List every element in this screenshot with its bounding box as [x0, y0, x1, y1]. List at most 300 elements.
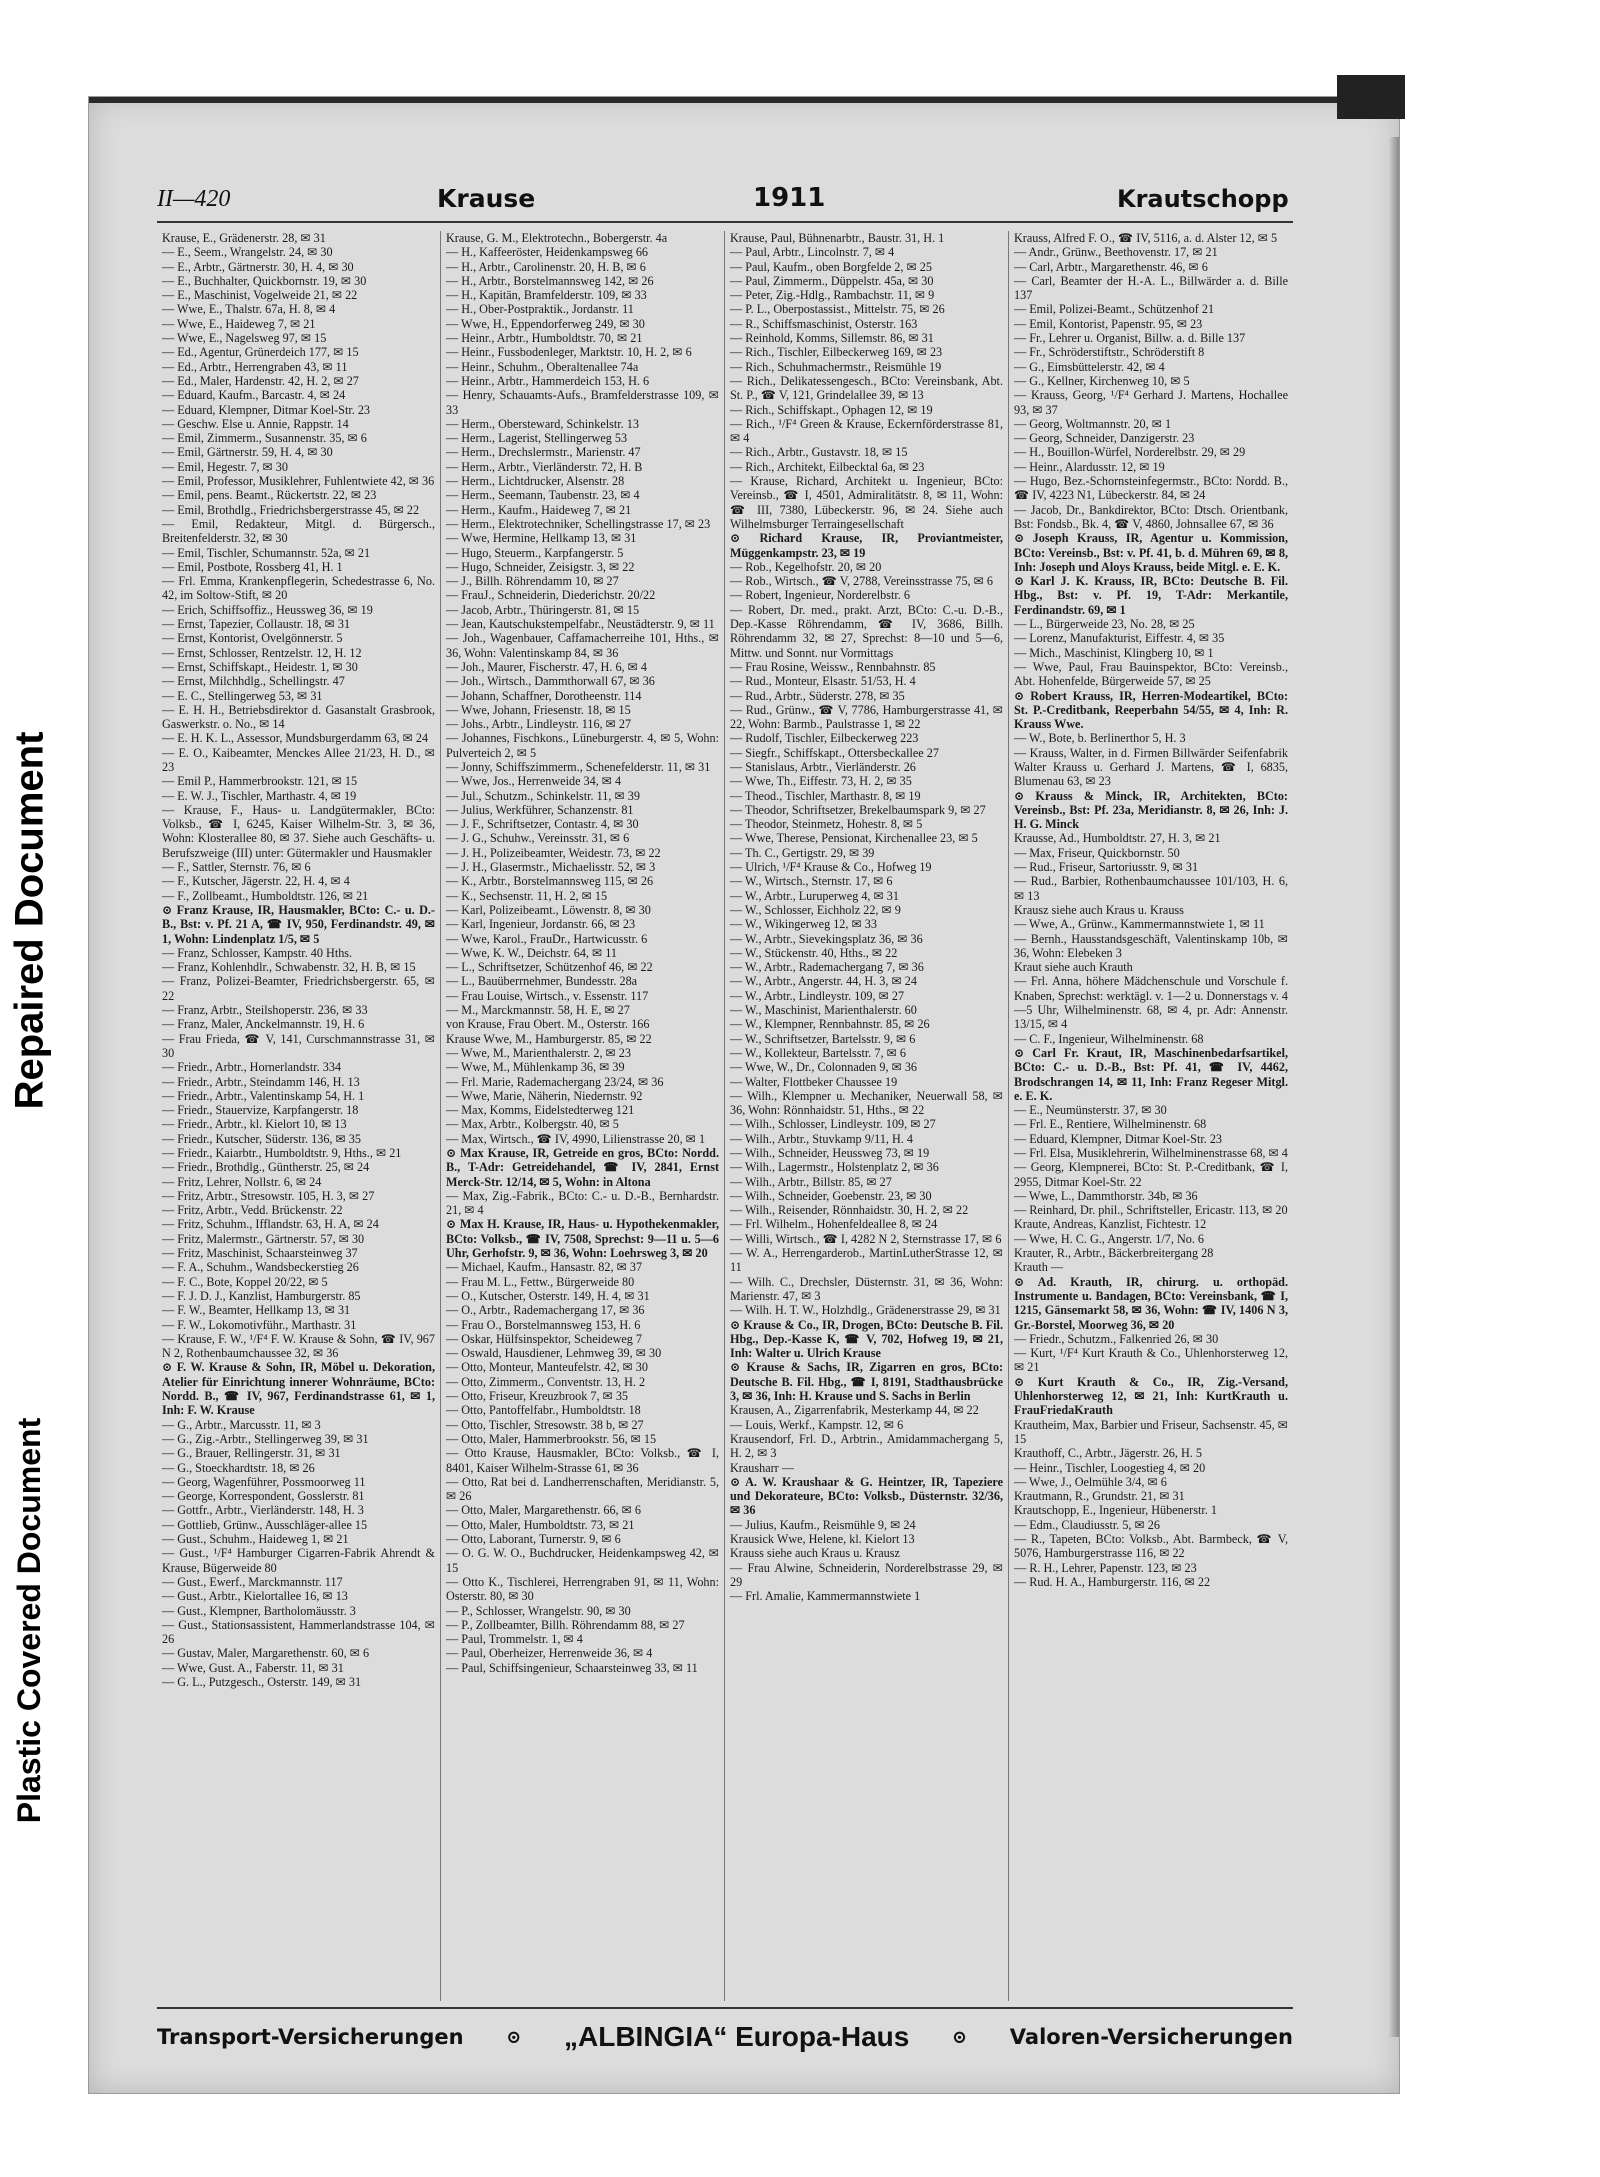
- directory-entry: Krause Wwe, M., Hamburgerstr. 85, ✉ 22: [446, 1031, 652, 1046]
- directory-entry: — Theodor, Schriftsetzer, Brekelbaumspark 9, ✉ 27: [730, 802, 986, 817]
- directory-entry: Krautmann, R., Grundstr. 21, ✉ 31: [1014, 1489, 1185, 1504]
- directory-entry: — Emil, pens. Beamt., Rückertstr. 22, ✉ 23: [162, 488, 377, 503]
- directory-entry: — Ernst, Schlosser, Rentzelstr. 12, H. 12: [162, 645, 362, 660]
- directory-entry: — Franz, Schlosser, Kampstr. 40 Hths.: [162, 945, 353, 960]
- directory-entry: — W., Stückenstr. 40, Hths., ✉ 22: [730, 945, 898, 960]
- directory-entry: — L., Bürgerweide 23, No. 28, ✉ 25: [1014, 617, 1195, 632]
- directory-entry: ⊙ F. W. Krause & Sohn, IR, Möbel u. Dekoration, Atelier für Einrichtung innerer Wohnräume, BCto: Nordd. B., ☎ IV, 967, Ferdinandstrasse 61, ✉ 1, Inh: F. W. Krause: [162, 1360, 435, 1418]
- directory-entry: — Frau Louise, Wirtsch., v. Essenstr. 117: [446, 988, 649, 1003]
- directory-entry: Krauter, R., Arbtr., Bäckerbreitergang 28: [1014, 1246, 1214, 1261]
- directory-entry: Krause, Paul, Bühnenarbtr., Baustr. 31, H. 1: [730, 231, 945, 245]
- directory-entry: — Ernst, Kontorist, Ovelgönnerstr. 5: [162, 631, 343, 646]
- directory-entry: — Hugo, Bez.-Schornsteinfegermstr., BCto: Nordd. B., ☎ IV, 4223 N1, Lübeckerstr. 84, ✉ 24: [1014, 474, 1288, 503]
- directory-entry: ⊙ Carl Fr. Kraut, IR, Maschinenbedarfsartikel, BCto: C.- u. D.-B., Bst: Pf. 41, ☎ IV, 4462, Brodschrangen 14, ✉ 11, Inh: Franz Regeser Mitgl. e. E. K.: [1014, 1045, 1288, 1103]
- directory-entry: ⊙ Krause & Sachs, IR, Zigarren en gros, BCto: Deutsche B. Fil. Hbg., ☎ I, 8191, Stadthausbrücke 3, ✉ 36, Inh: H. Krause und S. Sachs in Berlin: [730, 1360, 1003, 1404]
- directory-entry: — Otto K., Tischlerei, Herrengraben 91, ✉ 11, Wohn: Osterstr. 80, ✉ 30: [446, 1574, 719, 1604]
- directory-entry: — Emil, Professor, Musiklehrer, Fuhlentwiete 42, ✉ 36: [162, 474, 435, 489]
- header-year: 1911: [753, 183, 826, 213]
- directory-entry: — Jul., Schutzm., Schinkelstr. 11, ✉ 39: [446, 788, 640, 803]
- directory-entry: — Herm., Arbtr., Vierländerstr. 72, H. B: [446, 459, 643, 474]
- directory-entry: — Rich., Tischler, Eilbeckerweg 169, ✉ 23: [730, 345, 943, 360]
- footer-rule: [157, 2007, 1293, 2009]
- directory-entry: — Jean, Kautschukstempelfabr., Neustädterstr. 9, ✉ 11: [446, 617, 715, 632]
- directory-entry: — G. L., Putzgesch., Osterstr. 149, ✉ 31: [162, 1674, 362, 1689]
- directory-entry: — Max, Komms, Eidelstedterweg 121: [446, 1103, 635, 1118]
- directory-entry: — Emil, Redakteur, Mitgl. d. Bürgersch., Breitenfelderstr. 32, ✉ 30: [162, 516, 435, 546]
- directory-entry: — Otto, Friseur, Kreuzbrook 7, ✉ 35: [446, 1389, 629, 1404]
- footer-center-text: „ALBINGIA“ Europa-Haus: [564, 2021, 910, 2052]
- directory-entry: — Heinr., Fussbodenleger, Marktstr. 10, H. 2, ✉ 6: [446, 345, 692, 360]
- directory-entry: — Wilh., Schneider, Goebenstr. 23, ✉ 30: [730, 1188, 932, 1203]
- directory-entry: — G., Arbtr., Marcusstr. 11, ✉ 3: [162, 1417, 321, 1432]
- directory-entry: — W., Bote, b. Berlinerthor 5, H. 3: [1014, 731, 1186, 746]
- directory-entry: — Ernst, Milchhdlg., Schellingstr. 47: [162, 674, 345, 689]
- directory-entry: — E. H. H., Betriebsdirektor d. Gasanstalt Grasbrook, Gaswerkstr. o. No., ✉ 14: [162, 702, 435, 732]
- directory-entry: — F., Zollbeamt., Humboldtstr. 126, ✉ 21: [162, 888, 369, 903]
- directory-entry: — Andr., Grünw., Beethovenstr. 17, ✉ 21: [1014, 245, 1218, 260]
- directory-entry: — F. W., Beamter, Hellkamp 13, ✉ 31: [162, 1303, 351, 1318]
- directory-entry: — Gust., ¹/F⁴ Hamburger Cigarren-Fabrik Ahrendt & Krause, Bügerweide 80: [162, 1546, 435, 1575]
- directory-entry: — Johann, Schaffner, Dorotheenstr. 114: [446, 688, 642, 703]
- directory-entry: — Frl. Anna, höhere Mädchenschule und Vorschule f. Knaben, Sprechst: werktägl. v. 1—2 u. Donnerstags v. 4—5 Uhr, Wilhelminenstr. 68, ✉ 4, pr. Adr: Annenstr. 13/15, ✉ 4: [1014, 974, 1288, 1032]
- directory-entry: — Krause, F., Haus- u. Landgütermakler, BCto: Volksb., ☎ I, 6245, Kaiser Wilhelm-Str. 3, ✉ 36, Wohn: Klosterallee 80, ✉ 37. Siehe auch Geschäfts- u. Berufszweige (III) unter: Gütermakler und Hausmakler: [162, 802, 435, 860]
- directory-entry: — Rob., Kegelhofstr. 20, ✉ 20: [730, 559, 882, 574]
- directory-entry: — Wwe, M., Marienthalerstr. 2, ✉ 23: [446, 1045, 631, 1060]
- directory-entry: — Rudolf, Tischler, Eilbeckerweg 223: [730, 731, 919, 746]
- directory-entry: — O., Kutscher, Osterstr. 149, H. 4, ✉ 31: [446, 1288, 650, 1303]
- directory-entry: — Joh., Wirtsch., Dammthorwall 67, ✉ 36: [446, 674, 655, 689]
- directory-entry: — Friedr., Arbtr., Steindamm 146, H. 13: [162, 1074, 360, 1089]
- directory-entry: — Krause, F. W., ¹/F⁴ F. W. Krause & Sohn, ☎ IV, 967 N 2, Rothenbaumchaussee 32, ✉ 36: [162, 1331, 435, 1361]
- page-footer-advertisement: [157, 2017, 1293, 2057]
- directory-entry: — Eduard, Klempner, Ditmar Koel-Str. 23: [162, 402, 371, 417]
- directory-entry: — Rich., Schuhmachermstr., Reismühle 19: [730, 359, 942, 374]
- directory-entry: — Rich., Architekt, Eilbecktal 6a, ✉ 23: [730, 459, 925, 474]
- directory-entry: — Joh., Wagenbauer, Caffamacherreihe 101, Hths., ✉ 36, Wohn: Valentinskamp 84, ✉ 36: [446, 631, 719, 660]
- directory-entry: — Rud., Arbtr., Süderstr. 278, ✉ 35: [730, 688, 905, 703]
- directory-entry: — Paul, Oberheizer, Herrenweide 36, ✉ 4: [446, 1646, 653, 1661]
- directory-entry: — Paul, Zimmerm., Düppelstr. 45a, ✉ 30: [730, 273, 934, 288]
- directory-entry: — Ulrich, ¹/F⁴ Krause & Co., Hofweg 19: [730, 860, 932, 875]
- directory-entry: — K., Sechsenstr. 11, H. 2, ✉ 15: [446, 888, 608, 903]
- directory-entry: — Wwe, K. W., Deichstr. 64, ✉ 11: [446, 945, 618, 960]
- directory-entry: — Wwe, E., Thalstr. 67a, H. 8, ✉ 4: [162, 302, 336, 317]
- directory-entry: — Hugo, Steuerm., Karpfangerstr. 5: [446, 545, 624, 560]
- page-right-edge-shadow: [1389, 137, 1399, 2037]
- directory-entry: — Th. C., Gertigstr. 29, ✉ 39: [730, 845, 875, 860]
- directory-entry: — Krauss, Georg, ¹/F⁴ Gerhard J. Martens, Hochallee 93, ✉ 37: [1014, 388, 1288, 417]
- directory-entry: — Gust., Arbtr., Kielortallee 16, ✉ 13: [162, 1589, 348, 1604]
- directory-entry: — Gustav, Maler, Margarethenstr. 60, ✉ 6: [162, 1646, 370, 1661]
- directory-entry: — Frau O., Borstelmannsweg 153, H. 6: [446, 1317, 641, 1332]
- directory-entry: — Emil, Kontorist, Papenstr. 95, ✉ 23: [1014, 316, 1203, 331]
- scanned-directory-page: [88, 96, 1400, 2094]
- directory-entry: — Ernst, Tapezier, Collaustr. 18, ✉ 31: [162, 617, 351, 632]
- directory-entry: — Herm., Lichtdrucker, Alsenstr. 28: [446, 474, 625, 489]
- directory-entry: — Heinr., Arbtr., Humboldtstr. 70, ✉ 21: [446, 331, 643, 346]
- directory-entry: — Hugo, Schneider, Zeisigstr. 3, ✉ 22: [446, 559, 635, 574]
- directory-entry: — Oswald, Hausdiener, Lehmweg 39, ✉ 30: [446, 1346, 662, 1361]
- directory-entry: — Krause, Richard, Architekt u. Ingenieur, BCto: Vereinsb., ☎ I, 4501, Admiralitätstr. 8, ✉ 11, Wohn: ☎ III, 7380, Lübeckerstr. 96, ✉ 24. Siehe auch Wilhelmsburger Terraingesellschaft: [730, 474, 1003, 531]
- directory-entry: — Gust., Klempner, Bartholomäusstr. 3: [162, 1603, 356, 1618]
- directory-entry: — Walter, Flottbeker Chaussee 19: [730, 1074, 898, 1089]
- directory-entry: — Wilh., Schlosser, Lindleystr. 109, ✉ 27: [730, 1117, 936, 1132]
- directory-column-4: [1009, 231, 1293, 2001]
- directory-entry: — Franz, Arbtr., Steilshoperstr. 236, ✉ 33: [162, 1003, 368, 1018]
- directory-entry: — F. A., Schuhm., Wandsbeckerstieg 26: [162, 1260, 359, 1275]
- directory-entry: — Herm., Elektrotechniker, Schellingstrasse 17, ✉ 23: [446, 516, 711, 531]
- directory-entry: — Wwe, A., Grünw., Kammermannstwiete 1, ✉ 11: [1014, 917, 1265, 932]
- directory-entry: — Frau M. L., Fettw., Bürgerweide 80: [446, 1274, 635, 1289]
- directory-entry: — Paul, Kaufm., oben Borgfelde 2, ✉ 25: [730, 259, 932, 274]
- directory-entry: — Rud., Barbier, Rothenbaumchaussee 101/103, H. 6, ✉ 13: [1014, 874, 1288, 903]
- directory-entry: — Otto, Maler, Humboldtstr. 73, ✉ 21: [446, 1517, 635, 1532]
- directory-entry: — W., Arbtr., Lindleystr. 109, ✉ 27: [730, 988, 905, 1003]
- directory-entry: — Lorenz, Manufakturist, Eiffestr. 4, ✉ 35: [1014, 631, 1225, 646]
- directory-entry: — Gust., Schuhm., Haideweg 1, ✉ 21: [162, 1532, 349, 1547]
- directory-entry: — Stanislaus, Arbtr., Vierländerstr. 26: [730, 759, 916, 774]
- directory-entry: — Georg, Woltmannstr. 20, ✉ 1: [1014, 416, 1172, 431]
- directory-entry: — Rich., Schiffskapt., Ophagen 12, ✉ 19: [730, 402, 933, 417]
- directory-entry: — E., Maschinist, Vogelweide 21, ✉ 22: [162, 288, 358, 303]
- directory-entry: — Krauss, Walter, in d. Firmen Billwärder Seifenfabrik Walter Krauss u. Gerhard J. Martens, ☎ I, 6835, Blumenau 63, ✉ 23: [1014, 745, 1288, 789]
- directory-entry: — Robert, Ingenieur, Norderelbstr. 6: [730, 588, 910, 603]
- directory-entry: — W., Wikingerweg 12, ✉ 33: [730, 917, 877, 932]
- directory-entry: — W., Arbtr., Angerstr. 44, H. 3, ✉ 24: [730, 974, 917, 989]
- directory-entry: — Wwe, Paul, Frau Bauinspektor, BCto: Vereinsb., Abt. Hohenfelde, Bürgerweide 57, ✉ 25: [1014, 659, 1288, 689]
- directory-entry: — Max, Zig.-Fabrik., BCto: C.- u. D.-B., Bernhardstr. 21, ✉ 4: [446, 1188, 719, 1218]
- repaired-document-text: Repaired Document: [7, 731, 52, 1109]
- directory-entry: — Emil, Gärtnerstr. 59, H. 4, ✉ 30: [162, 445, 333, 460]
- directory-entry: — Wwe, E., Haideweg 7, ✉ 21: [162, 316, 316, 331]
- directory-entry: — Reinhold, Komms, Sillemstr. 86, ✉ 31: [730, 331, 934, 346]
- plastic-covered-label: [0, 1340, 60, 1900]
- directory-entry: — Herm., Lagerist, Stellingerweg 53: [446, 431, 628, 446]
- repaired-document-label: [0, 660, 60, 1180]
- directory-entry: — Frau Frieda, ☎ V, 141, Curschmannstrasse 31, ✉ 30: [162, 1031, 435, 1060]
- directory-entry: — Johannes, Fischkons., Lüneburgerstr. 4, ✉ 5, Wohn: Pulverteich 2, ✉ 5: [446, 731, 719, 760]
- directory-entry: — Fritz, Arbtr., Stresowstr. 105, H. 3, ✉ 27: [162, 1188, 375, 1203]
- directory-entry: — W., Arbtr., Sievekingsplatz 36, ✉ 36: [730, 931, 923, 946]
- directory-entry: ⊙ Max H. Krause, IR, Haus- u. Hypothekenmakler, BCto: Volksb., ☎ IV, 7508, Sprechst: 9—11 u. 5—6 Uhr, Gerhofstr. 9, ✉ 36, Wohn: Loehrsweg 3, ✉ 20: [446, 1217, 719, 1261]
- directory-entry: — FrauJ., Schneiderin, Diederichstr. 20/22: [446, 588, 656, 603]
- directory-entry: von Krause, Frau Obert. M., Osterstr. 166: [446, 1017, 650, 1032]
- directory-entry: — Wwe, H., Eppendorferweg 249, ✉ 30: [446, 316, 645, 331]
- directory-entry: — Wwe, Hermine, Hellkamp 13, ✉ 31: [446, 531, 637, 546]
- directory-entry: Krausharr —: [730, 1460, 794, 1475]
- directory-entry: — Mich., Maschinist, Klingberg 10, ✉ 1: [1014, 645, 1214, 660]
- directory-entry: — R. H., Lehrer, Papenstr. 123, ✉ 23: [1014, 1560, 1197, 1575]
- directory-entry: — Otto, Pantoffelfabr., Humboldtstr. 18: [446, 1403, 641, 1418]
- directory-entry: — E., Neumünsterstr. 37, ✉ 30: [1014, 1103, 1167, 1118]
- directory-entry: — Wwe, Therese, Pensionat, Kirchenallee 23, ✉ 5: [730, 831, 978, 846]
- directory-entry: — W., Klempner, Rennbahnstr. 85, ✉ 26: [730, 1017, 930, 1032]
- directory-entry: — Reinhard, Dr. phil., Schriftsteller, Ericastr. 113, ✉ 20: [1014, 1203, 1288, 1218]
- directory-entry: — Herm., Drechslermstr., Marienstr. 47: [446, 445, 641, 460]
- directory-entry: — Wwe, Karol., FrauDr., Hartwicusstr. 6: [446, 931, 648, 946]
- directory-entry: — E., Arbtr., Gärtnerstr. 30, H. 4, ✉ 30: [162, 259, 354, 274]
- directory-entry: — Eduard, Klempner, Ditmar Koel-Str. 23: [1014, 1131, 1223, 1146]
- plastic-covered-text: Plastic Covered Document: [11, 1417, 48, 1823]
- directory-entry: — Fr., Schröderstiftstr., Schröderstift 8: [1014, 345, 1205, 360]
- directory-entry: — Gottfr., Arbtr., Vierländerstr. 148, H. 3: [162, 1503, 364, 1518]
- directory-entry: — F., Kutscher, Jägerstr. 22, H. 4, ✉ 4: [162, 874, 350, 889]
- directory-entry: — Emil, Hegestr. 7, ✉ 30: [162, 459, 288, 474]
- directory-entry: — J. F., Schriftsetzer, Contastr. 4, ✉ 30: [446, 817, 639, 832]
- directory-entry: — Theod., Tischler, Marthastr. 8, ✉ 19: [730, 788, 921, 803]
- directory-entry: — Paul, Schiffsingenieur, Schaarsteinweg 33, ✉ 11: [446, 1660, 698, 1675]
- directory-entry: — Rich., Arbtr., Gustavstr. 18, ✉ 15: [730, 445, 908, 460]
- directory-entry: — Fritz, Schuhm., Ifflandstr. 63, H. A, ✉ 24: [162, 1217, 379, 1232]
- directory-entry: — Georg, Schneider, Danzigerstr. 23: [1014, 431, 1195, 446]
- header-rule: [157, 221, 1293, 223]
- directory-column-1: [157, 231, 441, 2001]
- directory-entry: — R., Schiffsmaschinist, Osterstr. 163: [730, 316, 918, 331]
- directory-entry: Krauss, Alfred F. O., ☎ IV, 5116, a. d. Alster 12, ✉ 5: [1014, 231, 1278, 245]
- directory-entry: — Wilh., Klempner u. Mechaniker, Neuerwall 58, ✉ 36, Wohn: Rönnhaidstr. 51, Hths., ✉ 22: [730, 1088, 1003, 1118]
- directory-entry: — W., Wirtsch., Sternstr. 17, ✉ 6: [730, 874, 893, 889]
- directory-entry: — Wilh., Arbtr., Billstr. 85, ✉ 27: [730, 1174, 892, 1189]
- directory-entry: — Bernh., Hausstandsgeschäft, Valentinskamp 10b, ✉ 36, Wohn: Elebeken 3: [1014, 931, 1288, 960]
- directory-entry: — Wilh. H. T. W., Holzhdlg., Grädenerstrasse 29, ✉ 31: [730, 1303, 1001, 1318]
- directory-entry: ⊙ Karl J. K. Krauss, IR, BCto: Deutsche B. Fil. Hbg., Bst: v. Pf. 19, T-Adr: Merkantile, Ferdinandstr. 69, ✉ 1: [1014, 574, 1288, 617]
- directory-entry: — Frl. E., Rentiere, Wilhelminenstr. 68: [1014, 1117, 1207, 1132]
- directory-entry: Krausz siehe auch Kraus u. Krauss: [1014, 902, 1184, 917]
- page-header: [157, 175, 1289, 215]
- directory-entry: — Rich., ¹/F⁴ Green & Krause, Eckernförderstrasse 81, ✉ 4: [730, 416, 1003, 446]
- directory-entry: — J. H., Glasermstr., Michaelisstr. 52, ✉ 3: [446, 860, 656, 875]
- directory-entry: — Ed., Maler, Hardenstr. 42, H. 2, ✉ 27: [162, 373, 359, 388]
- directory-entry: — Emil, Postbote, Rossberg 41, H. 1: [162, 559, 343, 574]
- directory-entry: — Erich, Schiffsoffiz., Heussweg 36, ✉ 19: [162, 602, 373, 617]
- directory-entry: — Fritz, Arbtr., Vedd. Brückenstr. 22: [162, 1203, 343, 1218]
- directory-entry: Krause, E., Grädenerstr. 28, ✉ 31: [162, 231, 326, 245]
- directory-entry: — Rud. H. A., Hamburgerstr. 116, ✉ 22: [1014, 1574, 1211, 1589]
- directory-entry: — Wwe, L., Dammthorstr. 34b, ✉ 36: [1014, 1188, 1198, 1203]
- directory-entry: — Oskar, Hülfsinspektor, Scheideweg 7: [446, 1331, 643, 1346]
- footer-right-text: Valoren-Versicherungen: [1009, 2025, 1293, 2049]
- directory-entry: — Otto, Maler, Hammerbrookstr. 56, ✉ 15: [446, 1431, 657, 1446]
- directory-entry: — Otto, Laborant, Turnerstr. 9, ✉ 6: [446, 1532, 621, 1547]
- directory-entry: — Siegfr., Schiffskapt., Ottersbeckallee 27: [730, 745, 939, 760]
- directory-entry: — Edm., Claudiusstr. 5, ✉ 26: [1014, 1517, 1160, 1532]
- footer-separator-icon: ⊙: [952, 2026, 968, 2047]
- directory-entry: — Louis, Werkf., Kampstr. 12, ✉ 6: [730, 1417, 904, 1432]
- directory-entry: — L., Bauüberrnehmer, Bundesstr. 28a: [446, 974, 638, 989]
- directory-entry: Krautheim, Max, Barbier und Friseur, Sachsenstr. 45, ✉ 15: [1014, 1417, 1288, 1446]
- directory-entry: — Henry, Schauamts-Aufs., Bramfelderstrasse 109, ✉ 33: [446, 388, 719, 417]
- directory-entry: — Friedr., Arbtr., Hornerlandstr. 334: [162, 1060, 342, 1075]
- directory-entry: — Gust., Stationsassistent, Hammerlandstrasse 104, ✉ 26: [162, 1617, 435, 1647]
- directory-entry: Kraut siehe auch Krauth: [1014, 960, 1133, 975]
- directory-entry: — Heinr., Alardusstr. 12, ✉ 19: [1014, 459, 1165, 474]
- directory-entry: — Kurt, ¹/F⁴ Kurt Krauth & Co., Uhlenhorsterweg 12, ✉ 21: [1014, 1346, 1288, 1375]
- directory-entry: — Emil, Brothdlg., Friedrichsbergerstrasse 45, ✉ 22: [162, 502, 420, 517]
- directory-entry: — Herm., Obersteward, Schinkelstr. 13: [446, 416, 639, 431]
- directory-entry: — George, Korrespondent, Gosslerstr. 81: [162, 1489, 365, 1504]
- directory-entry: — Rud., Monteur, Elsastr. 51/53, H. 4: [730, 674, 916, 689]
- directory-entry: — Ed., Agentur, Grünerdeich 177, ✉ 15: [162, 345, 359, 360]
- directory-entry: — K., Arbtr., Borstelmannsweg 115, ✉ 26: [446, 874, 654, 889]
- directory-entry: Kraute, Andreas, Kanzlist, Fichtestr. 12: [1014, 1217, 1207, 1232]
- directory-entry: — E., Buchhalter, Quickbornstr. 19, ✉ 30: [162, 273, 367, 288]
- directory-entry: — Wwe, Gust. A., Faberstr. 11, ✉ 31: [162, 1660, 344, 1675]
- directory-entry: ⊙ Krauss & Minck, IR, Architekten, BCto: Vereinsb., Bst: Pf. 23a, Meridianstr. 8, ✉ 26, Inh: J. H. G. Minck: [1014, 788, 1288, 832]
- directory-entry: — H., Kaffeeröster, Heidenkampsweg 66: [446, 245, 649, 260]
- directory-entry: — Friedr., Brothdlg., Güntherstr. 25, ✉ 24: [162, 1160, 370, 1175]
- directory-entry: — Wwe, W., Dr., Colonnaden 9, ✉ 36: [730, 1060, 918, 1075]
- directory-entry: — Wilh., Arbtr., Stuvkamp 9/11, H. 4: [730, 1131, 914, 1146]
- header-right-keyword: Krautschopp: [1117, 185, 1289, 213]
- directory-entry: ⊙ Robert Krauss, IR, Herren-Modeartikel, BCto: St. P.-Creditbank, Reeperbahn 54/55, ✉ 4, Inh: R. Krauss Wwe.: [1014, 688, 1288, 732]
- directory-entry: ⊙ Krause & Co., IR, Drogen, BCto: Deutsche B. Fil. Hbg., Dep.-Kasse K, ☎ V, 702, Hofweg 19, ✉ 21, Inh: Walter u. Ulrich Krause: [730, 1317, 1003, 1361]
- directory-entry: — W., Schriftsetzer, Bartelsstr. 9, ✉ 6: [730, 1031, 916, 1046]
- directory-entry: — Joh., Maurer, Fischerstr. 47, H. 6, ✉ 4: [446, 659, 647, 674]
- directory-entry: — L., Schriftsetzer, Schützenhof 46, ✉ 22: [446, 960, 653, 975]
- directory-entry: — Frl. Amalie, Kammermannstwiete 1: [730, 1589, 921, 1604]
- directory-entry: ⊙ Kurt Krauth & Co., IR, Zig.-Versand, Uhlenhorsterweg 12, ✉ 21, Inh: KurtKrauth u. FrauFriedaKrauth: [1014, 1374, 1288, 1418]
- directory-entry: — Franz, Maler, Anckelmannstr. 19, H. 6: [162, 1017, 365, 1032]
- directory-entry: — Heinr., Schuhm., Oberaltenallee 74a: [446, 359, 639, 374]
- directory-entry: — Friedr., Kaiarbtr., Humboldtstr. 9, Hths., ✉ 21: [162, 1146, 402, 1160]
- directory-entry: Krausse, Ad., Humboldtstr. 27, H. 3, ✉ 21: [1014, 831, 1221, 846]
- directory-entry: — F. W., Lokomotivführ., Marthastr. 31: [162, 1317, 357, 1332]
- directory-entry: — Willi, Wirtsch., ☎ I, 4282 N 2, Sternstrasse 17, ✉ 6: [730, 1231, 1002, 1246]
- directory-column-2: [441, 231, 725, 2001]
- directory-entry: — E. H. K. L., Assessor, Mundsburgerdamm 63, ✉ 24: [162, 731, 429, 746]
- directory-entry: — Otto Krause, Hausmakler, BCto: Volksb., ☎ I, 8401, Kaiser Wilhelm-Strasse 61, ✉ 36: [446, 1446, 719, 1475]
- directory-entry: — Karl, Ingenieur, Jordanstr. 66, ✉ 23: [446, 917, 636, 932]
- directory-entry: ⊙ Richard Krause, IR, Proviantmeister, Müggenkampstr. 23, ✉ 19: [730, 531, 1003, 560]
- directory-entry: — Otto, Rat bei d. Landherrenschaften, Meridianstr. 5, ✉ 26: [446, 1474, 719, 1504]
- directory-entry: — J. H., Polizeibeamter, Weidestr. 73, ✉ 22: [446, 845, 661, 860]
- directory-entry: — H., Ober-Postpraktik., Jordanstr. 11: [446, 302, 634, 317]
- directory-entry: — H., Arbtr., Borstelmannsweg 142, ✉ 26: [446, 273, 654, 288]
- directory-entry: — Frl. Marie, Rademachergang 23/24, ✉ 36: [446, 1074, 664, 1089]
- directory-entry: ⊙ A. W. Kraushaar & G. Heintzer, IR, Tapeziere und Dekorateure, BCto: Volksb., Düsternstr. 32/36, ✉ 36: [730, 1474, 1003, 1518]
- directory-entry: — Geschw. Else u. Annie, Rappstr. 14: [162, 416, 349, 431]
- directory-entry: — Fritz, Lehrer, Nollstr. 6, ✉ 24: [162, 1174, 322, 1189]
- directory-entry: — H., Bouillon-Würfel, Norderelbstr. 29, ✉ 29: [1014, 445, 1246, 460]
- directory-entry: — Frl. Wilhelm., Hohenfeldeallee 8, ✉ 24: [730, 1217, 938, 1232]
- directory-entry: — Otto, Monteur, Manteufelstr. 42, ✉ 30: [446, 1360, 648, 1375]
- directory-entry: — Frau Rosine, Weissw., Rennbahnstr. 85: [730, 659, 936, 674]
- directory-entry: — Johs., Arbtr., Lindleystr. 116, ✉ 27: [446, 717, 632, 732]
- directory-entry: — Peter, Zig.-Hdlg., Rambachstr. 11, ✉ 9: [730, 288, 935, 303]
- directory-entry: — Wilh., Schneider, Heussweg 73, ✉ 19: [730, 1146, 930, 1160]
- directory-entry: Krause, G. M., Elektrotechn., Bobergerstr. 4a: [446, 231, 668, 245]
- directory-entry: Krausendorf, Frl. D., Arbtrin., Amidammachergang 5, H. 2, ✉ 3: [730, 1431, 1003, 1461]
- directory-entry: Krauth —: [1014, 1260, 1064, 1275]
- directory-entry: — Paul, Arbtr., Lincolnstr. 7, ✉ 4: [730, 245, 895, 260]
- directory-entry: Krautschopp, E., Ingenieur, Hübenerstr. 1: [1014, 1503, 1217, 1518]
- directory-entry: — Friedr., Arbtr., Valentinskamp 54, H. 1: [162, 1088, 365, 1103]
- directory-entry: — Wwe, H. C. G., Angerstr. 1/7, No. 6: [1014, 1231, 1205, 1246]
- directory-entry: — Jacob, Arbtr., Thüringerstr. 81, ✉ 15: [446, 602, 640, 617]
- directory-entry: — Max, Friseur, Quickbornstr. 50: [1014, 845, 1180, 860]
- directory-entry: — Wwe, Jos., Herrenweide 34, ✉ 4: [446, 774, 622, 789]
- directory-entry: — Rud., Friseur, Sartoriusstr. 9, ✉ 31: [1014, 860, 1199, 875]
- footer-left-text: Transport-Versicherungen: [157, 2025, 464, 2049]
- directory-entry: — Theodor, Steinmetz, Hohestr. 8, ✉ 5: [730, 817, 923, 832]
- directory-entry: — Julius, Kaufm., Reismühle 9, ✉ 24: [730, 1517, 916, 1532]
- directory-entry: — W. A., Herrengarderob., MartinLutherStrasse 12, ✉ 11: [730, 1246, 1003, 1275]
- directory-entry: — O. G. W. O., Buchdrucker, Heidenkampsweg 42, ✉ 15: [446, 1546, 719, 1575]
- directory-entry: — Jonny, Schiffszimmerm., Schenefelderstr. 11, ✉ 31: [446, 759, 711, 774]
- directory-entry: — Herm., Kaufm., Haideweg 7, ✉ 21: [446, 502, 632, 517]
- directory-entry: — Max, Wirtsch., ☎ IV, 4990, Lilienstrasse 20, ✉ 1: [446, 1131, 706, 1146]
- directory-entry: — Frl. Emma, Krankenpflegerin, Schedestrasse 6, No. 42, im Soltow-Stift, ✉ 20: [162, 574, 435, 603]
- directory-entry: — Otto, Maler, Margarethenstr. 66, ✉ 6: [446, 1503, 641, 1518]
- directory-entry: ⊙ Franz Krause, IR, Hausmakler, BCto: C.- u. D.-B., Bst: v. Pf. 21 A, ☎ IV, 950, Ferdinandstr. 49, ✉ 1, Wohn: Lindenplatz 1/5, ✉ 5: [162, 902, 435, 946]
- directory-entry: — Herm., Seemann, Taubenstr. 23, ✉ 4: [446, 488, 640, 503]
- directory-entry: — Emil, Tischler, Schumannstr. 52a, ✉ 21: [162, 545, 371, 560]
- directory-entry: — O., Arbtr., Rademachergang 17, ✉ 36: [446, 1303, 645, 1318]
- page-top-edge: [89, 97, 1399, 103]
- directory-entry: — Wwe, M., Mühlenkamp 36, ✉ 39: [446, 1060, 625, 1075]
- directory-entry: — Julius, Werkführer, Schanzenstr. 81: [446, 802, 634, 817]
- directory-entry: — Friedr., Schutzm., Falkenried 26, ✉ 30: [1014, 1331, 1219, 1346]
- directory-entry: — Rud., Grünw., ☎ V, 7786, Hamburgerstrasse 41, ✉ 22, Wohn: Barmb., Paulstrasse 1, ✉ 22: [730, 702, 1003, 732]
- directory-entry: — Wwe, Marie, Näherin, Niedernstr. 92: [446, 1088, 643, 1103]
- directory-entry: — Emil, Zimmerm., Susannenstr. 35, ✉ 6: [162, 431, 367, 446]
- directory-entry: — M., Marckmannstr. 58, H. E, ✉ 27: [446, 1003, 630, 1018]
- directory-entry: — Emil P., Hammerbrookstr. 121, ✉ 15: [162, 774, 358, 789]
- directory-entry: ⊙ Ad. Krauth, IR, chirurg. u. orthopäd. Instrumente u. Bandagen, BCto: Vereinsbank, ☎ I, 1215, Gänsemarkt 58, ✉ 36, Wohn: ☎ IV, 1406 N 3, Gr.-Borstel, Moorweg 36, ✉ 20: [1014, 1274, 1288, 1332]
- directory-entry: — F. C., Bote, Koppel 20/22, ✉ 5: [162, 1274, 328, 1289]
- directory-entry: — G., Kellner, Kirchenweg 10, ✉ 5: [1014, 373, 1190, 388]
- directory-entry: — Fritz, Malermstr., Gärtnerstr. 57, ✉ 30: [162, 1231, 365, 1246]
- directory-entry: — F. J. D. J., Kanzlist, Hamburgerstr. 85: [162, 1288, 361, 1303]
- directory-entry: — E., Seem., Wrangelstr. 24, ✉ 30: [162, 245, 333, 260]
- directory-entry: — Robert, Dr. med., prakt. Arzt, BCto: C.-u. D.-B., Dep.-Kasse Röhrendamm, ☎ IV, 3686, Billh. Röhrendamm 32, ✉ 27, Sprechst: 8—10 und 5—6, Mittw. und Sonnt. nur Vormittags: [730, 602, 1003, 660]
- directory-entry: — W., Arbtr., Luruperweg 4, ✉ 31: [730, 888, 899, 903]
- directory-entry: — W., Arbtr., Rademachergang 7, ✉ 36: [730, 960, 924, 975]
- directory-entry: — G., Zig.-Arbtr., Stellingerweg 39, ✉ 31: [162, 1431, 369, 1446]
- page-number: II—420: [157, 186, 231, 212]
- footer-separator-icon: ⊙: [506, 2026, 522, 2047]
- directory-entry: — Georg, Klempnerei, BCto: St. P.-Creditbank, ☎ I, 2955, Ditmar Koel-Str. 22: [1014, 1160, 1288, 1189]
- directory-entry: — E. C., Stellingerweg 53, ✉ 31: [162, 688, 323, 703]
- directory-entry: — C. F., Ingenieur, Wilhelminenstr. 68: [1014, 1031, 1204, 1046]
- directory-entry: — J. G., Schuhw., Vereinsstr. 31, ✉ 6: [446, 831, 630, 846]
- directory-entry: — Emil, Polizei-Beamt., Schützenhof 21: [1014, 302, 1215, 317]
- directory-entry: — W., Schlosser, Eichholz 22, ✉ 9: [730, 902, 901, 917]
- directory-entry: — Otto, Tischler, Stresowstr. 38 b, ✉ 27: [446, 1417, 644, 1432]
- directory-entry: — Franz, Kohlenhdlr., Schwabenstr. 32, H. B, ✉ 15: [162, 960, 416, 975]
- directory-entry: — P., Zollbeamter, Billh. Röhrendamm 88, ✉ 27: [446, 1617, 685, 1632]
- directory-entry: — Frl. Elsa, Musiklehrerin, Wilhelminenstrasse 68, ✉ 4: [1014, 1146, 1288, 1160]
- directory-entry: — Carl, Arbtr., Margarethenstr. 46, ✉ 6: [1014, 259, 1208, 274]
- directory-entry: — Fritz, Maschinist, Schaarsteinweg 37: [162, 1246, 358, 1261]
- directory-entry: — Karl, Polizeibeamt., Löwenstr. 8, ✉ 30: [446, 902, 651, 917]
- directory-entry: — Jacob, Dr., Bankdirektor, BCto: Dtsch. Orientbank, Bst: Fondsb., Bk. 4, ☎ V, 4860, Johnsallee 67, ✉ 36: [1014, 502, 1288, 531]
- directory-entry: — Gottlieb, Grünw., Ausschläger-allee 15: [162, 1517, 368, 1532]
- directory-entry: Krauss siehe auch Kraus u. Krausz: [730, 1546, 900, 1561]
- directory-entry: — J., Billh. Röhrendamm 10, ✉ 27: [446, 574, 619, 589]
- directory-entry: — Heinr., Arbtr., Hammerdeich 153, H. 6: [446, 373, 650, 388]
- directory-entry: — Wwe, Johann, Friesenstr. 18, ✉ 15: [446, 702, 631, 717]
- directory-entry: — Carl, Beamter der H.-A. L., Billwärder a. d. Bille 137: [1014, 273, 1288, 303]
- directory-entry: — W., Maschinist, Marienthalerstr. 60: [730, 1003, 917, 1018]
- directory-entry: — Friedr., Stauervize, Karpfangerstr. 18: [162, 1103, 359, 1118]
- directory-entry: — Fr., Lehrer u. Organist, Billw. a. d. Bille 137: [1014, 331, 1246, 346]
- directory-columns: [157, 231, 1293, 2001]
- directory-entry: — Wwe, E., Nagelsweg 97, ✉ 15: [162, 331, 327, 346]
- directory-entry: — Eduard, Kaufm., Barcastr. 4, ✉ 24: [162, 388, 346, 403]
- directory-entry: — Gust., Ewerf., Marckmannstr. 117: [162, 1574, 343, 1589]
- directory-entry: — Friedr., Arbtr., kl. Kielort 10, ✉ 13: [162, 1117, 347, 1132]
